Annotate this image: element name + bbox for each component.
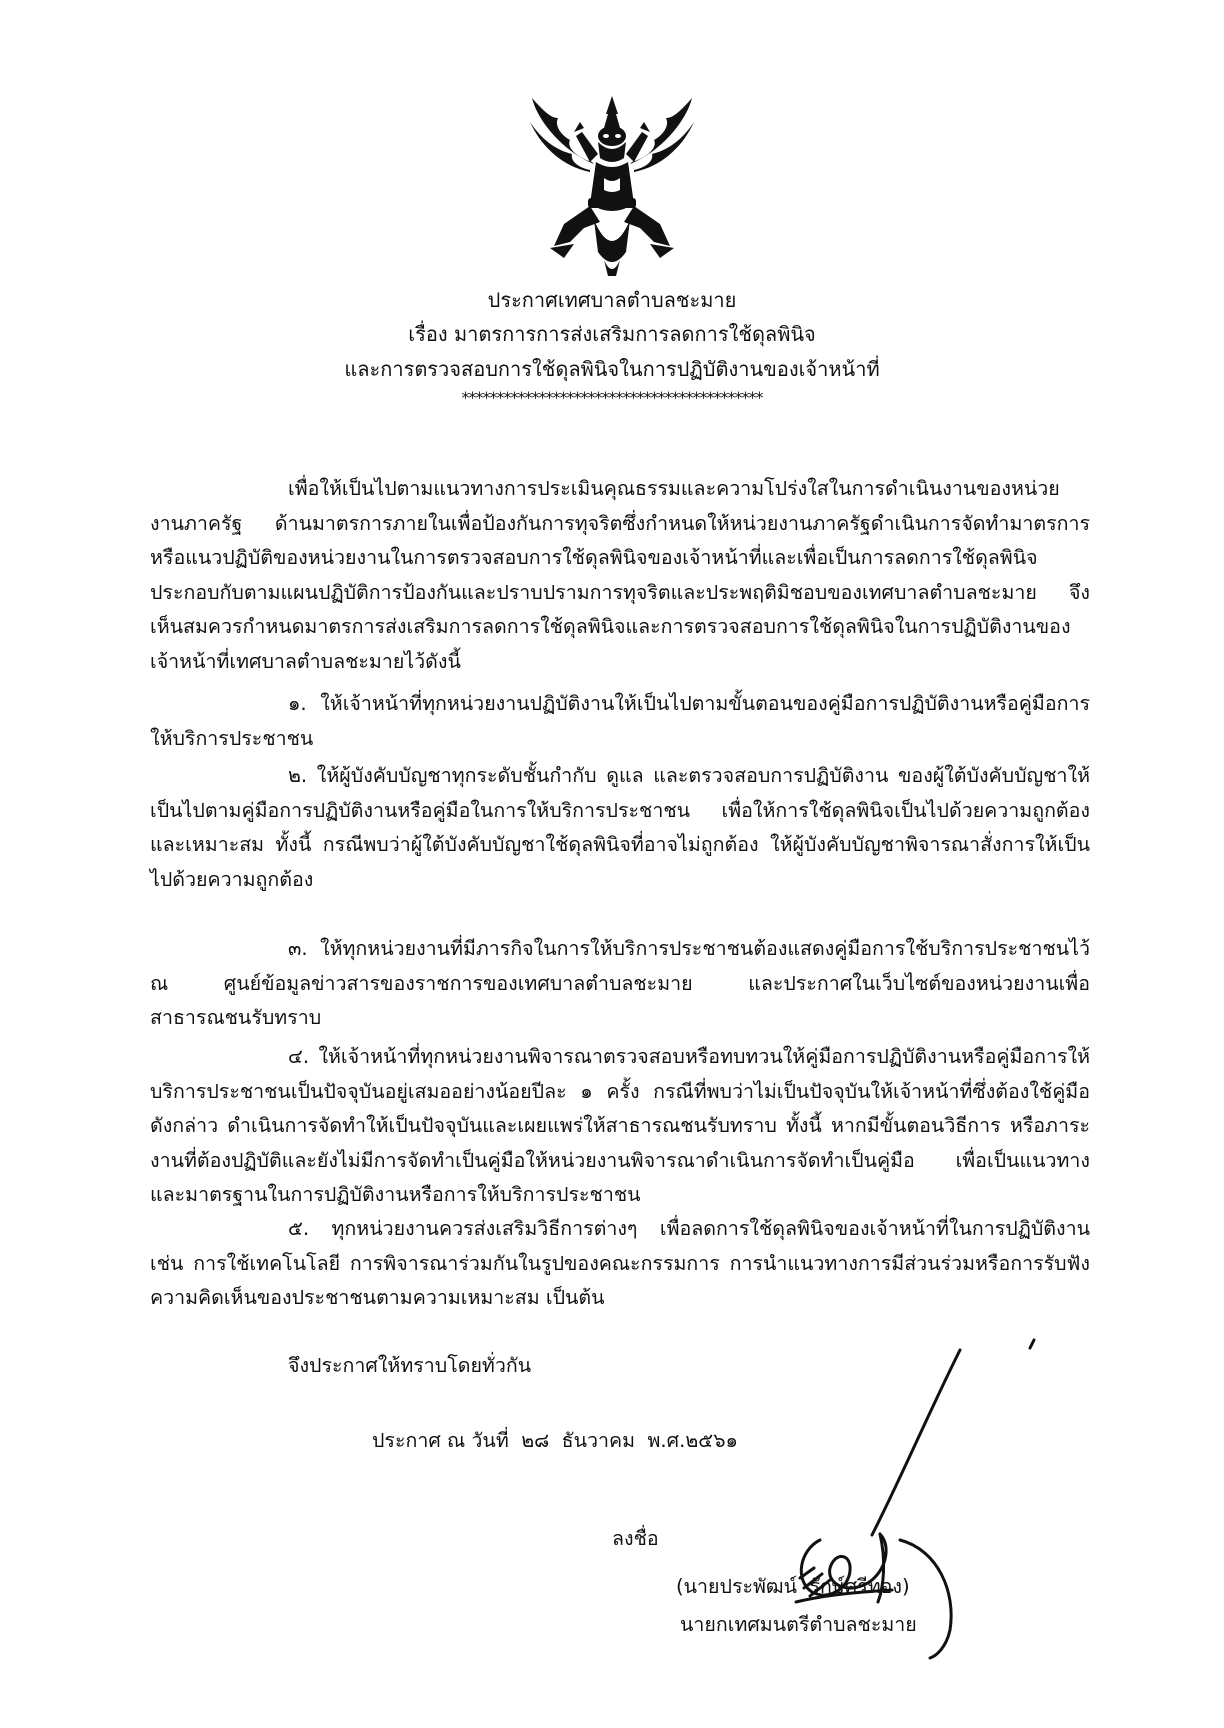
closing-statement: จึงประกาศให้ทราบโดยทั่วกัน: [288, 1354, 532, 1377]
measure-item-3: [150, 932, 1090, 1036]
measure-item-1-text: ๑. ให้เจ้าหน้าที่ทุกหน่วยงานปฏิบัติงานให้เป็นไปตามขั้นตอนของคู่มือการปฏิบัติงานหรือคู่มือการให้บริการประชาชน: [150, 692, 1090, 750]
intro-paragraph: [150, 472, 1090, 680]
signer-title: นายกเทศมนตรีตำบลชะมาย: [680, 1613, 917, 1636]
garuda-emblem-icon: [524, 92, 700, 280]
announcement-title: ประกาศเทศบาลตำบลชะมาย: [487, 288, 737, 312]
measure-item-2: [150, 759, 1090, 897]
announcement-subject: เรื่อง มาตรการการส่งเสริมการลดการใช้ดุลพินิจ: [408, 322, 816, 346]
measure-item-5: [150, 1212, 1090, 1316]
signer-name: (นายประพัฒน์ รักษ์ศรีทอง): [676, 1575, 910, 1598]
measure-item-2-text: ๒. ให้ผู้บังคับบัญชาทุกระดับชั้นกำกับ ดูแล และตรวจสอบการปฏิบัติงาน ของผู้ใต้บังคับบัญชาให้เป็นไปตามคู่มือการปฏิบัติงานหรือคู่มือในการให้บริการประชาชน เพื่อให้การใช้ดุลพินิจเป็นไปด้วยความถูกต้องและเหมาะสม ทั้งนี้ กรณีพบว่าผู้ใต้บังคับบัญชาใช้ดุลพินิจที่อาจไม่ถูกต้อง ให้ผู้บังคับบัญชาพิจารณาสั่งการให้เป็นไปด้วยความถูกต้อง: [150, 764, 1090, 891]
intro-text: เพื่อให้เป็นไปตามแนวทางการประเมินคุณธรรมและความโปร่งใสในการดำเนินงานของหน่วยงานภาครัฐ ด้านมาตรการภายในเพื่อป้องกันการทุจริตซึ่งกำหนดให้หน่วยงานภาครัฐดำเนินการจัดทำมาตรการหรือแนวปฏิบัติของหน่วยงานในการตรวจสอบการใช้ดุลพินิจของเจ้าหน้าที่และเพื่อเป็นการลดการใช้ดุลพินิจ ประกอบกับตามแผนปฏิบัติการป้องกันและปราบปรามการทุจริตและประพฤติมิชอบของเทศบาลตำบลชะมาย จึงเห็นสมควรกำหนดมาตรการส่งเสริมการลดการใช้ดุลพินิจและการตรวจสอบการใช้ดุลพินิจในการปฏิบัติงานของเจ้าหน้าที่เทศบาลตำบลชะมายไว้ดังนี้: [150, 477, 1090, 673]
announcement-subject-cont: และการตรวจสอบการใช้ดุลพินิจในการปฏิบัติงานของเจ้าหน้าที่: [344, 357, 880, 381]
measure-item-3-text: ๓. ให้ทุกหน่วยงานที่มีภารกิจในการให้บริการประชาชนต้องแสดงคู่มือการใช้บริการประชาชนไว้ ณ ศูนย์ข้อมูลข่าวสารของราชการของเทศบาลตำบลชะมาย และประกาศในเว็บไซต์ของหน่วยงานเพื่อสาธารณชนรับทราบ: [150, 937, 1090, 1030]
measure-item-1: [150, 687, 1090, 756]
measure-item-5-text: ๕. ทุกหน่วยงานควรส่งเสริมวิธีการต่างๆ เพื่อลดการใช้ดุลพินิจของเจ้าหน้าที่ในการปฏิบัติงาน เช่น การใช้เทคโนโลยี การพิจารณาร่วมกันในรูปของคณะกรรมการ การนำแนวทางการมีส่วนร่วมหรือการรับฟังความคิดเห็นของประชาชนตามความเหมาะสม เป็นต้น: [150, 1217, 1090, 1310]
separator-stars: *******************************************: [461, 388, 763, 407]
signature-label: ลงชื่อ: [612, 1527, 659, 1550]
measure-item-4: [150, 1040, 1090, 1213]
measure-item-4-text: ๔. ให้เจ้าหน้าที่ทุกหน่วยงานพิจารณาตรวจสอบหรือทบทวนให้คู่มือการปฏิบัติงานหรือคู่มือการให้บริการประชาชนเป็นปัจจุบันอยู่เสมออย่างน้อยปีละ ๑ ครั้ง กรณีที่พบว่าไม่เป็นปัจจุบันให้เจ้าหน้าที่ซึ่งต้องใช้คู่มือดังกล่าว ดำเนินการจัดทำให้เป็นปัจจุบันและเผยแพร่ให้สาธารณชนรับทราบ ทั้งนี้ หากมีขั้นตอนวิธีการ หรือภาระงานที่ต้องปฏิบัติและยังไม่มีการจัดทำเป็นคู่มือให้หน่วยงานพิจารณาดำเนินการจัดทำเป็นคู่มือ เพื่อเป็นแนวทางและมาตรฐานในการปฏิบัติงานหรือการให้บริการประชาชน: [150, 1045, 1090, 1207]
announcement-date: ประกาศ ณ วันที่ ๒๘ ธันวาคม พ.ศ.๒๕๖๑: [372, 1429, 738, 1452]
